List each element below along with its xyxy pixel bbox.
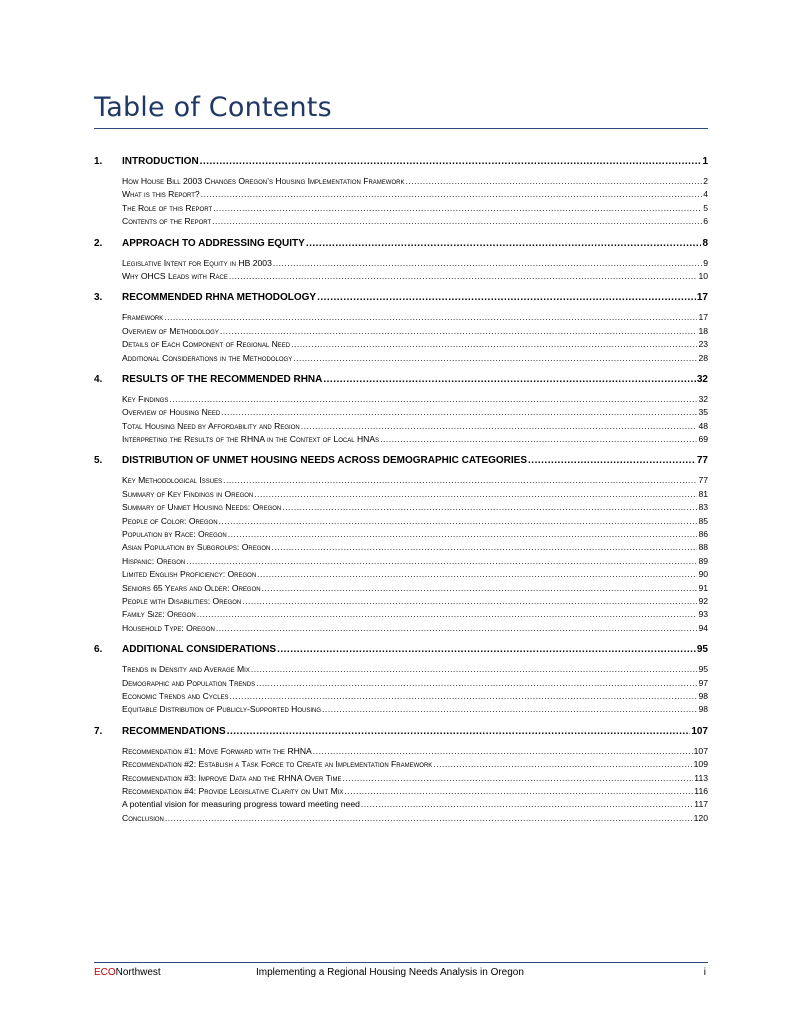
toc-section (94, 644, 708, 726)
toc-entry[interactable] (122, 516, 708, 529)
entry-title: Key Findings (122, 393, 169, 404)
dot-leader (380, 434, 697, 444)
toc-section (94, 374, 708, 456)
entry-title: Demographic and Population Trends (122, 677, 256, 688)
entry-title: People of Color: Oregon (122, 515, 218, 526)
title-divider (94, 128, 708, 129)
dot-leader (221, 407, 697, 417)
section-gap (94, 718, 708, 726)
dot-leader (220, 326, 698, 336)
entry-title: Legislative Intent for Equity in HB 2003 (122, 257, 272, 268)
section-page: 32 (696, 373, 708, 385)
toc-entry[interactable] (122, 312, 708, 325)
entry-page: 117 (694, 799, 708, 810)
toc-entry[interactable] (122, 799, 708, 812)
section-number: 4. (94, 373, 103, 385)
entry-title: Equitable Distribution of Publicly-Supported Housing (122, 704, 322, 715)
toc-entry[interactable] (122, 502, 708, 515)
page-title: Table of Contents (94, 92, 332, 123)
entry-page: 89 (698, 555, 708, 566)
entry-page: 88 (698, 542, 708, 553)
entry-page: 90 (698, 569, 708, 580)
dot-leader (528, 455, 696, 466)
entry-page: 69 (698, 434, 708, 445)
entry-page: 2 (703, 176, 708, 186)
section-number: 3. (94, 292, 103, 304)
dot-leader (317, 292, 696, 303)
section-page: 1 (702, 156, 708, 167)
section-gap (94, 636, 708, 644)
entry-page: 116 (694, 785, 708, 796)
dot-leader (273, 258, 702, 268)
toc-section-heading[interactable] (94, 292, 708, 307)
section-page: 8 (702, 237, 708, 249)
toc-section (94, 726, 708, 826)
toc-entry[interactable] (122, 189, 708, 202)
entry-title: Recommendation #3: Improve Data and the RHNA Over Time (122, 772, 342, 783)
toc-section (94, 292, 708, 374)
section-title: APPROACH TO ADDRESSING EQUITY (122, 237, 305, 249)
page-footer (94, 967, 708, 981)
dot-leader (433, 759, 692, 769)
entry-title: Population by Race: Oregon (122, 529, 227, 540)
section-title: RECOMMENDED RHNA METHODOLOGY (122, 292, 317, 304)
section-number: 1. (94, 156, 103, 167)
entry-page: 91 (698, 582, 708, 593)
section-title: INTRODUCTION (122, 156, 199, 167)
entry-page: 23 (698, 339, 708, 350)
section-gap (94, 230, 708, 238)
dot-leader (229, 271, 698, 281)
entry-page: 98 (698, 704, 708, 715)
entry-title: Conclusion (122, 812, 164, 823)
entry-title: How House Bill 2003 Changes Oregon’s Housing Implementation Framework (122, 176, 405, 186)
dot-leader (306, 238, 702, 249)
toc-entry[interactable] (122, 623, 708, 636)
entry-page: 94 (698, 622, 708, 633)
dot-leader (227, 726, 691, 737)
footer-page-number: i (703, 967, 706, 978)
dot-leader (271, 542, 697, 552)
toc-entry[interactable] (122, 475, 708, 488)
entry-title: Key Methodological Issues (122, 475, 223, 486)
entry-page: 9 (703, 257, 708, 268)
toc-section-heading[interactable] (94, 455, 708, 470)
toc-entry[interactable] (122, 271, 708, 284)
toc-entry[interactable] (122, 339, 708, 352)
entry-page: 28 (698, 352, 708, 363)
dot-leader (200, 156, 702, 167)
entry-page: 83 (698, 502, 708, 513)
footer-brand (94, 967, 161, 978)
toc-entry[interactable] (122, 394, 708, 407)
dot-leader (230, 691, 698, 701)
entry-title: Limited English Proficiency: Oregon (122, 569, 257, 580)
entry-title: The Role of this Report (122, 202, 213, 213)
entry-title: Recommendation #4: Provide Legislative Clarity on Unit Mix (122, 785, 344, 796)
entry-page: 77 (698, 475, 708, 486)
toc-entry[interactable] (122, 664, 708, 677)
dot-leader (219, 516, 698, 526)
dot-leader (228, 529, 698, 539)
entry-page: 6 (703, 216, 708, 227)
dot-leader (254, 489, 697, 499)
entry-page: 85 (698, 515, 708, 526)
entry-page: 4 (703, 189, 708, 200)
section-gap (94, 366, 708, 374)
section-title: RECOMMENDATIONS (122, 725, 226, 737)
toc-entry[interactable] (122, 258, 708, 271)
entry-title: Total Housing Need by Affordability and Region (122, 420, 300, 431)
dot-leader (323, 374, 696, 385)
footer-brand-rest: Northwest (115, 967, 161, 978)
dot-leader (201, 189, 703, 199)
entry-title: Overview of Housing Need (122, 407, 221, 418)
section-page: 77 (696, 455, 708, 467)
entry-page: 17 (698, 312, 708, 323)
dot-leader (291, 339, 697, 349)
entry-page: 120 (693, 812, 708, 823)
entry-title: Summary of Unmet Housing Needs: Oregon (122, 502, 282, 513)
entry-title: Why OHCS Leads with Race (122, 270, 228, 281)
entry-title: Economic Trends and Cycles (122, 690, 229, 701)
toc-section-heading[interactable] (94, 644, 708, 659)
dot-leader (282, 502, 697, 512)
entry-title: A potential vision for measuring progress toward meeting need (122, 799, 360, 810)
entry-title: Framework (122, 312, 164, 323)
dot-leader (169, 394, 697, 404)
entry-page: 107 (693, 745, 708, 756)
section-number: 5. (94, 455, 103, 467)
entry-page: 35 (698, 407, 708, 418)
toc-entry[interactable] (122, 421, 708, 434)
section-page: 107 (691, 725, 708, 737)
toc-entry[interactable] (122, 583, 708, 596)
entry-title: Family Size: Oregon (122, 609, 196, 620)
toc-entry[interactable] (122, 216, 708, 229)
entry-title: People with Disabilities: Oregon (122, 595, 242, 606)
entry-page: 93 (698, 609, 708, 620)
dot-leader (262, 583, 698, 593)
toc-entry[interactable] (122, 746, 708, 759)
section-page: 95 (696, 644, 708, 656)
toc-section-heading[interactable] (94, 156, 708, 171)
entry-title: Household Type: Oregon (122, 622, 215, 633)
dot-leader (313, 746, 693, 756)
toc-section-heading[interactable] (94, 726, 708, 741)
entry-title: Asian Population by Subgroups: Oregon (122, 542, 271, 553)
dot-leader (223, 475, 697, 485)
dot-leader (293, 353, 697, 363)
toc-entry[interactable] (122, 203, 708, 216)
section-number: 2. (94, 237, 103, 249)
dot-leader (251, 664, 698, 674)
entry-page: 86 (698, 529, 708, 540)
toc-entry[interactable] (122, 556, 708, 569)
entry-title: Recommendation #2: Establish a Task Force to Create an Implementation Framework (122, 759, 433, 770)
entry-page: 48 (698, 420, 708, 431)
entry-title: Contents of the Report (122, 216, 212, 227)
entry-title: Recommendation #1: Move Forward with the RHNA (122, 745, 312, 756)
entry-page: 109 (693, 759, 708, 770)
section-number: 6. (94, 644, 103, 656)
entry-page: 95 (698, 664, 708, 675)
toc-entry[interactable] (122, 596, 708, 609)
dot-leader (322, 704, 697, 714)
dot-leader (301, 421, 698, 431)
entry-title: Trends in Density and Average Mix (122, 664, 250, 675)
entry-title: Additional Considerations in the Methodology (122, 352, 293, 363)
entry-title: Interpreting the Results of the RHNA in the Context of Local HNAs (122, 434, 380, 445)
toc-entry[interactable] (122, 529, 708, 542)
toc-entry[interactable] (122, 326, 708, 339)
toc-entry[interactable] (122, 691, 708, 704)
dot-leader (165, 813, 693, 823)
toc-entry[interactable] (122, 434, 708, 447)
section-gap (94, 447, 708, 455)
entry-page: 98 (698, 690, 708, 701)
dot-leader (257, 569, 697, 579)
dot-leader (197, 609, 698, 619)
toc-entry[interactable] (122, 813, 708, 826)
entry-title: Overview of Methodology (122, 325, 219, 336)
toc-section-heading[interactable] (94, 238, 708, 253)
toc-entry[interactable] (122, 609, 708, 622)
dot-leader (277, 644, 696, 655)
entry-page: 97 (698, 677, 708, 688)
entry-page: 113 (694, 772, 708, 783)
toc-entry[interactable] (122, 407, 708, 420)
section-gap (94, 284, 708, 292)
dot-leader (216, 623, 698, 633)
dot-leader (212, 216, 702, 226)
dot-leader (186, 556, 697, 566)
toc-entry[interactable] (122, 176, 708, 189)
section-title: RESULTS OF THE RECOMMENDED RHNA (122, 373, 323, 385)
toc-entry[interactable] (122, 704, 708, 717)
toc-entry[interactable] (122, 773, 708, 786)
entry-title: What is this Report? (122, 189, 200, 200)
section-number: 7. (94, 725, 103, 737)
dot-leader (242, 596, 697, 606)
toc-entry[interactable] (122, 542, 708, 555)
footer-doc-title: Implementing a Regional Housing Needs Analysis in Oregon (256, 967, 524, 978)
section-title: ADDITIONAL CONSIDERATIONS (122, 644, 277, 656)
toc-section-heading[interactable] (94, 374, 708, 389)
dot-leader (256, 678, 697, 688)
section-page: 17 (696, 292, 708, 304)
section-title: DISTRIBUTION OF UNMET HOUSING NEEDS ACROSS DEMOGRAPHIC CATEGORIES (122, 455, 528, 467)
entry-title: Seniors 65 Years and Older: Oregon (122, 582, 261, 593)
entry-page: 18 (698, 325, 708, 336)
entry-page: 81 (698, 488, 708, 499)
entry-page: 32 (698, 393, 708, 404)
dot-leader (343, 773, 694, 783)
entry-title: Hispanic: Oregon (122, 555, 186, 566)
toc-entry[interactable] (122, 759, 708, 772)
entry-page: 5 (703, 202, 708, 213)
entry-title: Summary of Key Findings in Oregon (122, 488, 254, 499)
toc-entry[interactable] (122, 489, 708, 502)
dot-leader (164, 312, 697, 322)
toc-section (94, 156, 708, 238)
toc-entry[interactable] (122, 569, 708, 582)
dot-leader (361, 799, 693, 809)
toc-entry[interactable] (122, 353, 708, 366)
entry-page: 92 (698, 595, 708, 606)
toc-section (94, 238, 708, 293)
table-of-contents (94, 156, 708, 826)
entry-page: 10 (698, 270, 708, 281)
dot-leader (405, 176, 702, 186)
footer-divider (94, 962, 708, 963)
toc-section (94, 455, 708, 644)
toc-entry[interactable] (122, 678, 708, 691)
footer-brand-accent: ECO (94, 967, 116, 978)
dot-leader (344, 786, 693, 796)
toc-entry[interactable] (122, 786, 708, 799)
entry-title: Details of Each Component of Regional Need (122, 339, 291, 350)
dot-leader (213, 203, 702, 213)
